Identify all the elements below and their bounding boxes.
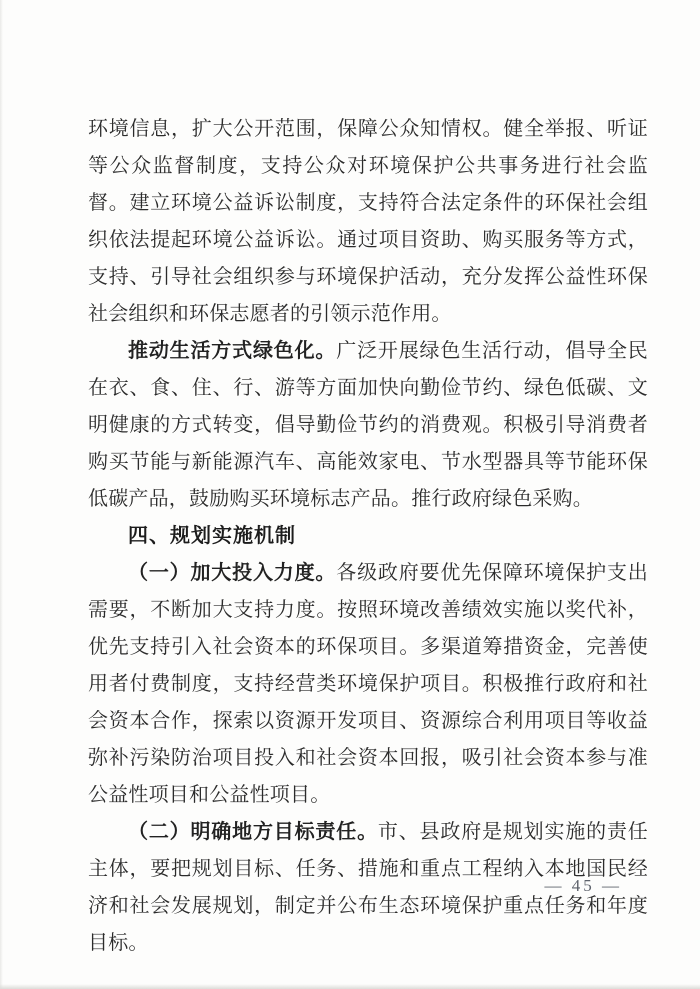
paragraph-green-lifestyle [88,333,648,518]
paragraph-lead: （一）加大投入力度。 [128,562,337,584]
page-content [88,111,648,962]
scan-edge-bottom [0,984,700,989]
paragraph-text: 市、县政府是规划实施的责任主体，要把规划目标、任务、措施和重点工程纳入本地国民经济和社会发展规划，制定并公布生态环境保护重点任务和年度目标。 [88,821,648,954]
paragraph-text: 各级政府要优先保障环境保护支出需要，不断加大支持力度。按照环境改善绩效实施以奖代补，优先支持引入社会资本的环保项目。多渠道筹措资金，完善使用者付费制度，支持经营类环境保护项目。积极推行政府和社会资本合作，探索以资源开发项目、资源综合利用项目等收益弥补污染防治项目投入和社会资本回报，吸引社会资本参与准公益性项目和公益性项目。 [88,562,648,806]
scan-edge-left [0,0,3,989]
section-heading: 四、规划实施机制 [128,525,296,547]
paragraph-continuation [88,111,648,333]
paragraph-text: 环境信息，扩大公开范围，保障公众知情权。健全举报、听证等公众监督制度，支持公众对环境保护公共事务进行社会监督。建立环境公益诉讼制度，支持符合法定条件的环保社会组织依法提起环境公益诉讼。通过项目资助、购买服务等方式，支持、引导社会组织参与环境保护活动，充分发挥公益性环保社会组织和环保志愿者的引领示范作用。 [88,118,648,325]
paragraph-lead: （二）明确地方目标责任。 [128,821,378,843]
paragraph-investment [88,555,648,814]
paragraph-lead: 推动生活方式绿色化。 [128,340,337,362]
paragraph-text: 广泛开展绿色生活行动，倡导全民在衣、食、住、行、游等方面加快向勤俭节约、绿色低碳、文明健康的方式转变，倡导勤俭节约的消费观。积极引导消费者购买节能与新能源汽车、高能效家电、节水型器具等节能环保低碳产品，鼓励购买环境标志产品。推行政府绿色采购。 [88,340,648,510]
page-number: — 45 — [544,876,622,895]
